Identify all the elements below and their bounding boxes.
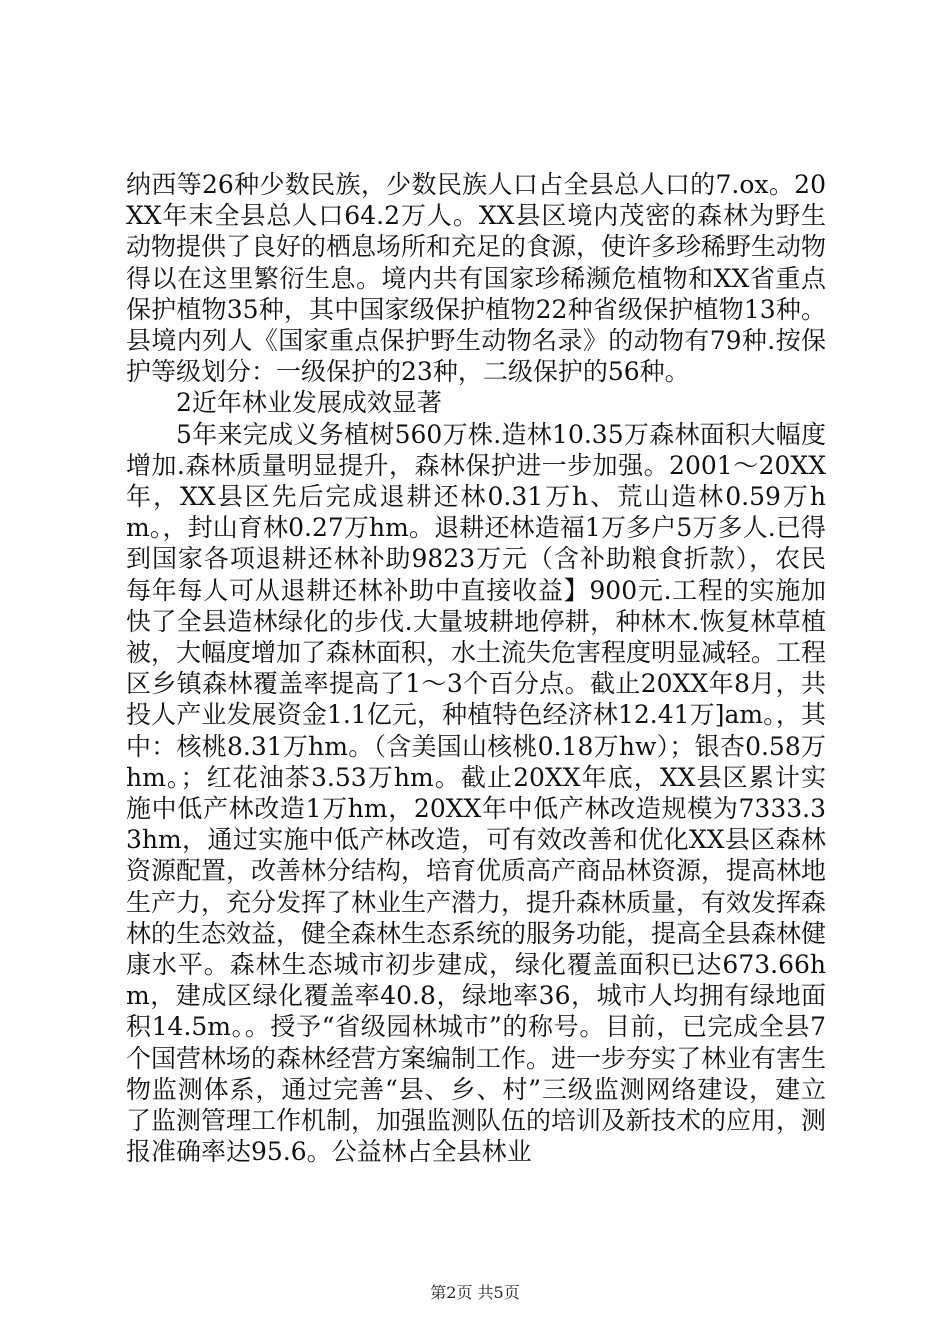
page-number-footer: 第2页 共5页 (430, 1283, 520, 1302)
paragraph-ethnic-population: 纳西等26种少数民族，少数民族人口占全县总人口的7.ox。20XX年末全县总人口64.2万人。XX县区境内茂密的森林为野生动物提供了良好的栖息场所和充足的食源，使许多珍稀野生动物得以在这里繁衍生息。境内共有国家珍稀濒危植物和XX省重点保护植物35种，其中国家级保护植物22种省级保护植物13种。县境内列人《国家重点保护野生动物名录》的动物有79种.按保护等级划分：一级保护的23种，二级保护的56种。 (126, 170, 827, 387)
document-body (126, 169, 826, 1168)
section-heading-forestry-achievements: 2近年林业发展成效显著 (176, 388, 442, 418)
paragraph-forestry-development: 5年来完成义务植树560万株.造林10.35万森林面积大幅度增加.森林质量明显提升，森林保护进一步加强。2001～20XX年，XX县区先后完成退耕还林0.31万h、荒山造林0.59万hm。，封山育林0.27万hm。退耕还林造福1万多户5万多人.已得到国家各项退耕还林补助9823万元（含补助粮食折款），农民每年每人可从退耕还林补助中直接收益】900元.工程的实施加快了全县造林绿化的步伐.大量坡耕地停耕，种林木.恢复林草植被，大幅度增加了森林面积，水土流失危害程度明显减轻。工程区乡镇森林覆盖率提高了1～3个百分点。截止20XX年8月，共投人产业发展资金1.1亿元，种植特色经济林12.41万]am。，其中：核桃8.31万hm。（含美国山核桃0.18万hw）；银杏0.58万hm。；红花油茶3.53万hm。截止20XX年底，XX县区累计实施中低产林改造1万hm，20XX年中低产林改造规模为7333.33hm，通过实施中低产林改造，可有效改善和优化XX县区森林资源配置，改善林分结构，培育优质高产商品林资源，提高林地生产力，充分发挥了林业生产潜力，提升森林质量，有效发挥森林的生态效益，健全森林生态系统的服务功能，提高全县森林健康水平。森林生态城市初步建成，绿化覆盖面积已达673.66hm，建成区绿化覆盖率40.8，绿地率36，城市人均拥有绿地面积14.5m。。授予“省级园林城市”的称号。目前，已完成全县7个国营林场的森林经营方案编制工作。进一步夯实了林业有害生物监测体系，通过完善“县、乡、村”三级监测网络建设，建立了监测管理工作机制，加强监测队伍的培训及新技术的应用，测报准确率达95.6。公益林占全县林业 (126, 419, 827, 1167)
